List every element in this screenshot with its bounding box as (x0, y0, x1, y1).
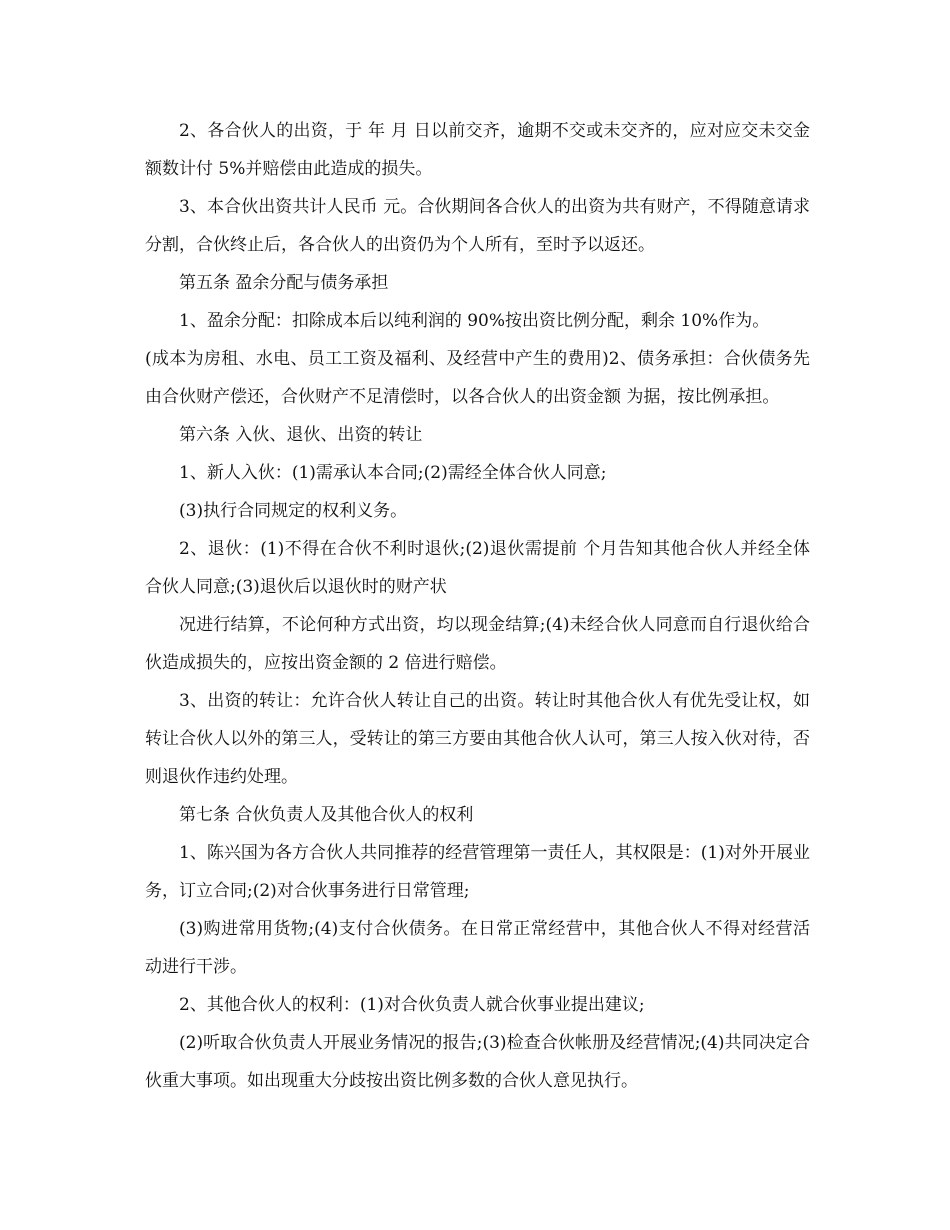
section-heading: 第五条 盈余分配与债务承担 (179, 273, 389, 293)
paragraph: (成本为房租、水电、员工工资及福利、及经营中产生的费用)2、债务承担：合伙债务先由合伙财产偿还，合伙财产不足清偿时，以各合伙人的出资金额 为据，按比例承担。 (145, 349, 810, 407)
paragraph: (2)听取合伙负责人开展业务情况的报告;(3)检查合伙帐册及经营情况;(4)共同决定合伙重大事项。如出现重大分歧按出资比例多数的合伙人意见执行。 (145, 1033, 810, 1091)
paragraph: (3)购进常用货物;(4)支付合伙债务。在日常正常经营中，其他合伙人不得对经营活动进行干涉。 (145, 919, 810, 977)
paragraph: 3、出资的转让：允许合伙人转让自己的出资。转让时其他合伙人有优先受让权，如转让合伙人以外的第三人，受转让的第三方要由其他合伙人认可，第三人按入伙对待，否则退伙作违约处理。 (145, 691, 810, 787)
paragraph: 2、其他合伙人的权利：(1)对合伙负责人就合伙事业提出建议; (179, 995, 645, 1015)
section-heading: 第七条 合伙负责人及其他合伙人的权利 (179, 805, 474, 825)
paragraph: 2、退伙：(1)不得在合伙不利时退伙;(2)退伙需提前 个月告知其他合伙人并经全体合伙人同意;(3)退伙后以退伙时的财产状 (145, 539, 810, 597)
section-heading: 第六条 入伙、退伙、出资的转让 (179, 425, 423, 445)
paragraph: 3、本合伙出资共计人民币 元。合伙期间各合伙人的出资为共有财产，不得随意请求分割，合伙终止后，各合伙人的出资仍为个人所有，至时予以返还。 (145, 197, 810, 255)
paragraph: 1、陈兴国为各方合伙人共同推荐的经营管理第一责任人，其权限是：(1)对外开展业务，订立合同;(2)对合伙事务进行日常管理; (145, 843, 810, 901)
paragraph: (3)执行合同规定的权利义务。 (179, 501, 408, 521)
paragraph: 况进行结算，不论何种方式出资，均以现金结算;(4)未经合伙人同意而自行退伙给合伙造成损失的，应按出资金额的 2 倍进行赔偿。 (145, 615, 810, 673)
paragraph: 1、新人入伙：(1)需承认本合同;(2)需经全体合伙人同意; (179, 463, 607, 483)
document-body (145, 112, 810, 1100)
paragraph: 2、各合伙人的出资，于 年 月 日以前交齐，逾期不交或未交齐的，应对应交未交金额数计付 5%并赔偿由此造成的损失。 (145, 121, 810, 179)
paragraph: 1、盈余分配：扣除成本后以纯利润的 90%按出资比例分配，剩余 10%作为。 (179, 311, 770, 331)
